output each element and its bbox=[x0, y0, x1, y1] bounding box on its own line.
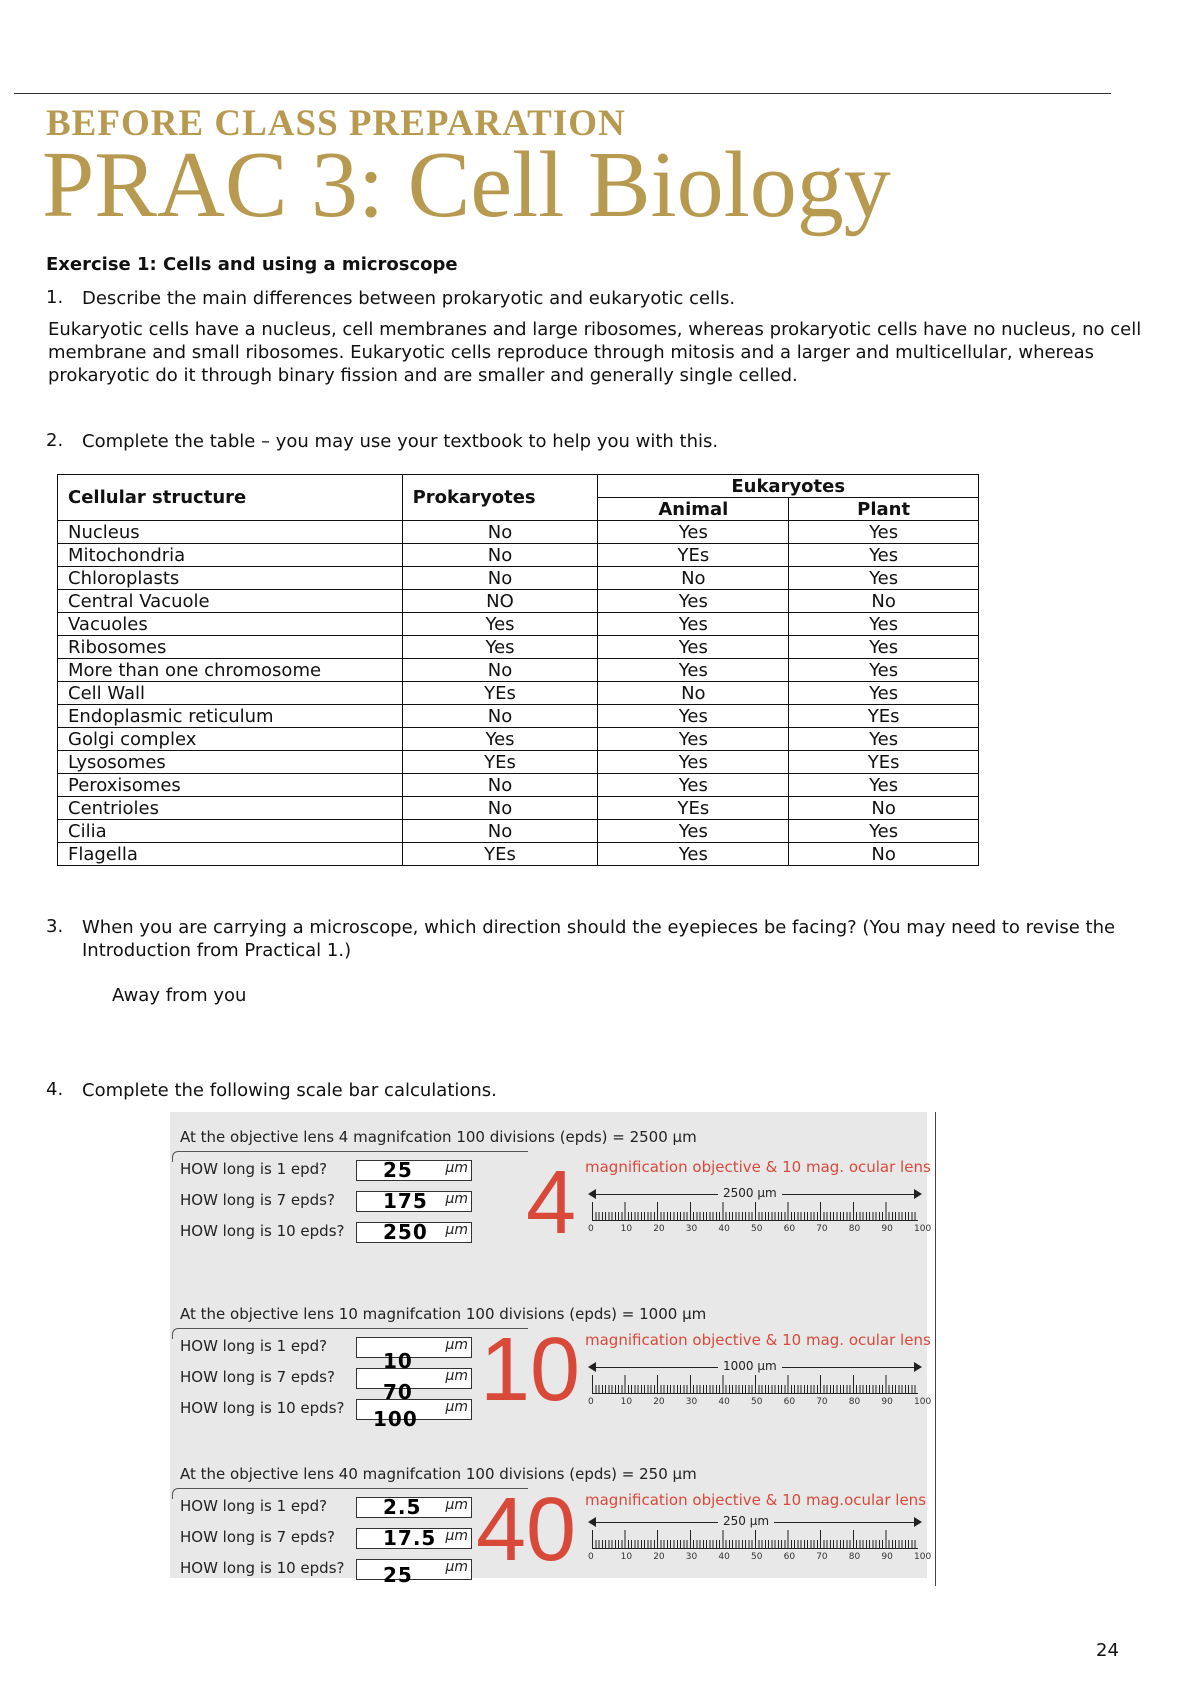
answer-box-7-epds[interactable] bbox=[356, 1349, 472, 1389]
cell-animal: YEs bbox=[598, 544, 789, 567]
tick-label: 30 bbox=[685, 1224, 698, 1234]
handwritten-answer: 250 bbox=[383, 1220, 428, 1244]
section-kicker: BEFORE CLASS PREPARATION bbox=[46, 103, 626, 144]
magnification-caption: magnification objective & 10 mag.ocular lens bbox=[585, 1491, 927, 1509]
panel-heading: At the objective lens 4 magnifcation 100 divisions (epds) = 2500 µm bbox=[180, 1128, 697, 1146]
span-arrow bbox=[590, 1359, 920, 1373]
cell-plant: No bbox=[789, 590, 979, 613]
tick-label: 40 bbox=[718, 1552, 730, 1562]
header-plant: Plant bbox=[789, 498, 979, 521]
tick-label: 90 bbox=[881, 1397, 893, 1407]
cell-prokaryotes: No bbox=[402, 774, 598, 797]
cell-structure: Centrioles bbox=[58, 797, 403, 820]
handwritten-answer: 25 bbox=[383, 1158, 413, 1182]
scale-panel-10x bbox=[170, 1305, 932, 1455]
cell-plant: Yes bbox=[789, 636, 979, 659]
cell-plant: Yes bbox=[789, 613, 979, 636]
tick-label: 50 bbox=[751, 1397, 763, 1407]
cell-plant: Yes bbox=[789, 682, 979, 705]
handwritten-answer: 17.5 bbox=[383, 1526, 437, 1550]
eyepiece-ruler bbox=[592, 1530, 918, 1549]
answer-box-1-epd[interactable] bbox=[356, 1337, 472, 1358]
tick-label: 90 bbox=[881, 1224, 893, 1234]
cell-prokaryotes: YEs bbox=[402, 682, 598, 705]
tick-label: 60 bbox=[783, 1397, 796, 1407]
span-arrow bbox=[590, 1514, 920, 1528]
header-animal: Animal bbox=[598, 498, 789, 521]
cell-animal: No bbox=[598, 567, 789, 590]
answer-box-10-epds[interactable] bbox=[356, 1380, 472, 1431]
question-number: 3. bbox=[46, 916, 64, 937]
unit-label: µm bbox=[445, 1160, 468, 1176]
unit-label: µm bbox=[445, 1528, 468, 1544]
cell-structure: Nucleus bbox=[58, 521, 403, 544]
objective-magnification: 4 bbox=[526, 1153, 577, 1253]
answer-3: Away from you bbox=[112, 985, 247, 1006]
cell-structure: Mitochondria bbox=[58, 544, 403, 567]
table-row bbox=[58, 659, 979, 682]
page-title: PRAC 3: Cell Biology bbox=[42, 133, 891, 237]
q-7-epds: HOW long is 7 epds? bbox=[180, 1368, 335, 1386]
cell-structure: Lysosomes bbox=[58, 751, 403, 774]
unit-label: µm bbox=[445, 1191, 468, 1207]
cell-prokaryotes: YEs bbox=[402, 843, 598, 866]
panel-heading: At the objective lens 10 magnifcation 100 divisions (epds) = 1000 µm bbox=[180, 1305, 707, 1323]
cell-structure: Flagella bbox=[58, 843, 403, 866]
cell-plant: Yes bbox=[789, 567, 979, 590]
cell-prokaryotes: No bbox=[402, 820, 598, 843]
cell-prokaryotes: No bbox=[402, 705, 598, 728]
page-number: 24 bbox=[1096, 1640, 1119, 1661]
tick-label: 70 bbox=[816, 1224, 828, 1234]
cell-animal: No bbox=[598, 682, 789, 705]
tick-label: 100 bbox=[914, 1397, 932, 1407]
eyepiece-ruler bbox=[592, 1202, 918, 1221]
tick-label: 80 bbox=[848, 1397, 861, 1407]
question-text: Describe the main differences between prokaryotic and eukaryotic cells. bbox=[82, 288, 736, 309]
handwritten-answer: 70 bbox=[383, 1380, 413, 1404]
cell-animal: Yes bbox=[598, 659, 789, 682]
header-rule bbox=[14, 93, 1111, 94]
cell-animal: Yes bbox=[598, 590, 789, 613]
table-row bbox=[58, 521, 979, 544]
header-prokaryotes: Prokaryotes bbox=[402, 475, 598, 521]
cell-plant: No bbox=[789, 797, 979, 820]
unit-label: µm bbox=[445, 1337, 468, 1353]
cell-plant: Yes bbox=[789, 820, 979, 843]
cell-structure: Ribosomes bbox=[58, 636, 403, 659]
question-number: 1. bbox=[46, 287, 64, 308]
cell-prokaryotes: No bbox=[402, 544, 598, 567]
cell-prokaryotes: No bbox=[402, 567, 598, 590]
scale-panel-4x bbox=[170, 1128, 932, 1278]
cell-animal: Yes bbox=[598, 751, 789, 774]
tick-label: 100 bbox=[914, 1224, 932, 1234]
q-1-epd: HOW long is 1 epd? bbox=[180, 1497, 328, 1515]
magnification-caption: magnification objective & 10 mag. ocular lens bbox=[585, 1331, 931, 1349]
cell-structure: Golgi complex bbox=[58, 728, 403, 751]
table-row bbox=[58, 728, 979, 751]
cell-animal: Yes bbox=[598, 613, 789, 636]
cell-plant: YEs bbox=[789, 751, 979, 774]
cell-prokaryotes: Yes bbox=[402, 613, 598, 636]
question-text: Complete the following scale bar calculations. bbox=[82, 1080, 497, 1101]
tick-label: 50 bbox=[751, 1552, 763, 1562]
cell-animal: Yes bbox=[598, 521, 789, 544]
table-row bbox=[58, 843, 979, 866]
cell-prokaryotes: Yes bbox=[402, 728, 598, 751]
tick-label: 30 bbox=[685, 1397, 698, 1407]
unit-label: µm bbox=[445, 1497, 468, 1513]
table-row bbox=[58, 590, 979, 613]
cell-structure: Central Vacuole bbox=[58, 590, 403, 613]
cell-plant: Yes bbox=[789, 659, 979, 682]
span-label: 1000 µm bbox=[718, 1359, 782, 1373]
answer-box-10-epds[interactable] bbox=[356, 1559, 472, 1587]
handwritten-answer: 100 bbox=[373, 1407, 418, 1431]
cell-animal: Yes bbox=[598, 728, 789, 751]
answer-box-1-epd[interactable] bbox=[356, 1160, 472, 1181]
tick-label: 40 bbox=[718, 1397, 730, 1407]
cell-plant: Yes bbox=[789, 728, 979, 751]
unit-label: µm bbox=[445, 1559, 468, 1575]
table-body bbox=[58, 521, 979, 866]
scale-bar-figure bbox=[170, 1112, 932, 1587]
tick-label: 0 bbox=[588, 1397, 594, 1407]
answer-box-7-epds[interactable] bbox=[356, 1191, 472, 1212]
q-7-epds: HOW long is 7 epds? bbox=[180, 1191, 335, 1209]
handwritten-answer: 175 bbox=[383, 1189, 428, 1213]
tick-label: 0 bbox=[588, 1552, 594, 1562]
table-row bbox=[58, 820, 979, 843]
handwritten-answer: 2.5 bbox=[383, 1495, 422, 1519]
table-row bbox=[58, 705, 979, 728]
answer-box-10-epds[interactable] bbox=[356, 1222, 472, 1243]
tick-label: 60 bbox=[783, 1552, 796, 1562]
table-row bbox=[58, 636, 979, 659]
tick-label: 10 bbox=[620, 1224, 633, 1234]
unit-label: µm bbox=[445, 1222, 468, 1238]
cell-prokaryotes: NO bbox=[402, 590, 598, 613]
tick-label: 20 bbox=[653, 1224, 665, 1234]
table-row bbox=[58, 682, 979, 705]
question-text: Complete the table – you may use your textbook to help you with this. bbox=[82, 431, 719, 452]
cell-prokaryotes: No bbox=[402, 797, 598, 820]
exercise-heading: Exercise 1: Cells and using a microscope bbox=[46, 254, 458, 275]
cell-structure: Cilia bbox=[58, 820, 403, 843]
cell-animal: Yes bbox=[598, 820, 789, 843]
cell-animal: Yes bbox=[598, 774, 789, 797]
handwritten-answer: 10 bbox=[383, 1349, 413, 1373]
cell-structure: Chloroplasts bbox=[58, 567, 403, 590]
q-10-epds: HOW long is 10 epds? bbox=[180, 1222, 345, 1240]
q-10-epds: HOW long is 10 epds? bbox=[180, 1559, 345, 1577]
tick-label: 100 bbox=[914, 1552, 932, 1562]
q-7-epds: HOW long is 7 epds? bbox=[180, 1528, 335, 1546]
eyepiece-ruler bbox=[592, 1375, 918, 1394]
cell-animal: Yes bbox=[598, 705, 789, 728]
objective-magnification: 40 bbox=[476, 1480, 577, 1580]
q-1-epd: HOW long is 1 epd? bbox=[180, 1337, 328, 1355]
span-label: 250 µm bbox=[718, 1514, 774, 1528]
cell-structure-table bbox=[57, 474, 979, 866]
q-1-epd: HOW long is 1 epd? bbox=[180, 1160, 328, 1178]
cell-structure: Vacuoles bbox=[58, 613, 403, 636]
cell-plant: Yes bbox=[789, 774, 979, 797]
tick-label: 20 bbox=[653, 1552, 665, 1562]
header-eukaryotes: Eukaryotes bbox=[598, 475, 979, 498]
cell-plant: No bbox=[789, 843, 979, 866]
cell-animal: Yes bbox=[598, 843, 789, 866]
tick-label: 70 bbox=[816, 1397, 828, 1407]
tick-label: 10 bbox=[620, 1552, 633, 1562]
tick-label: 90 bbox=[881, 1552, 893, 1562]
question-number: 4. bbox=[46, 1079, 64, 1100]
table-row bbox=[58, 774, 979, 797]
tick-label: 80 bbox=[848, 1552, 861, 1562]
table-row bbox=[58, 613, 979, 636]
answer-box-1-epd[interactable] bbox=[356, 1497, 472, 1518]
cell-animal: YEs bbox=[598, 797, 789, 820]
cell-plant: Yes bbox=[789, 521, 979, 544]
table-row bbox=[58, 544, 979, 567]
cell-prokaryotes: No bbox=[402, 659, 598, 682]
question-text: When you are carrying a microscope, which direction should the eyepieces be facing? (You may need to revise the Introduction from Practical 1.) bbox=[82, 917, 1116, 961]
unit-label: µm bbox=[445, 1368, 468, 1384]
answer-box-7-epds[interactable] bbox=[356, 1528, 472, 1549]
q-10-epds: HOW long is 10 epds? bbox=[180, 1399, 345, 1417]
tick-label: 10 bbox=[620, 1397, 633, 1407]
table-row bbox=[58, 567, 979, 590]
header-structure: Cellular structure bbox=[58, 475, 403, 521]
cell-prokaryotes: No bbox=[402, 521, 598, 544]
cell-structure: Endoplasmic reticulum bbox=[58, 705, 403, 728]
question-number: 2. bbox=[46, 430, 64, 451]
cell-prokaryotes: YEs bbox=[402, 751, 598, 774]
tick-label: 80 bbox=[848, 1224, 861, 1234]
scale-panel-40x bbox=[170, 1465, 932, 1615]
cell-plant: YEs bbox=[789, 705, 979, 728]
table-row bbox=[58, 797, 979, 820]
cell-plant: Yes bbox=[789, 544, 979, 567]
tick-label: 70 bbox=[816, 1552, 828, 1562]
span-label: 2500 µm bbox=[718, 1186, 782, 1200]
magnification-caption: magnification objective & 10 mag. ocular lens bbox=[585, 1158, 931, 1176]
tick-label: 40 bbox=[718, 1224, 730, 1234]
tick-label: 20 bbox=[653, 1397, 665, 1407]
table-row bbox=[58, 751, 979, 774]
tick-label: 0 bbox=[588, 1224, 594, 1234]
tick-label: 60 bbox=[783, 1224, 796, 1234]
cell-structure: Peroxisomes bbox=[58, 774, 403, 797]
tick-label: 30 bbox=[685, 1552, 698, 1562]
cell-animal: Yes bbox=[598, 636, 789, 659]
cell-structure: More than one chromosome bbox=[58, 659, 403, 682]
cell-structure: Cell Wall bbox=[58, 682, 403, 705]
panel-heading: At the objective lens 40 magnifcation 100 divisions (epds) = 250 µm bbox=[180, 1465, 697, 1483]
objective-magnification: 10 bbox=[480, 1320, 581, 1420]
answer-1: Eukaryotic cells have a nucleus, cell membranes and large ribosomes, whereas prokaryotic cells have no nucleus, no cell membrane and small ribosomes. Eukaryotic cells reproduce through mitosis and a larger and multicellular, whereas prokaryotic do it through binary fission and are smaller and generally single celled. bbox=[48, 319, 1142, 386]
cell-prokaryotes: Yes bbox=[402, 636, 598, 659]
unit-label: µm bbox=[445, 1399, 468, 1415]
span-arrow bbox=[590, 1186, 920, 1200]
tick-label: 50 bbox=[751, 1224, 763, 1234]
handwritten-answer: 25 bbox=[383, 1563, 413, 1587]
figure-border-line bbox=[935, 1112, 936, 1586]
